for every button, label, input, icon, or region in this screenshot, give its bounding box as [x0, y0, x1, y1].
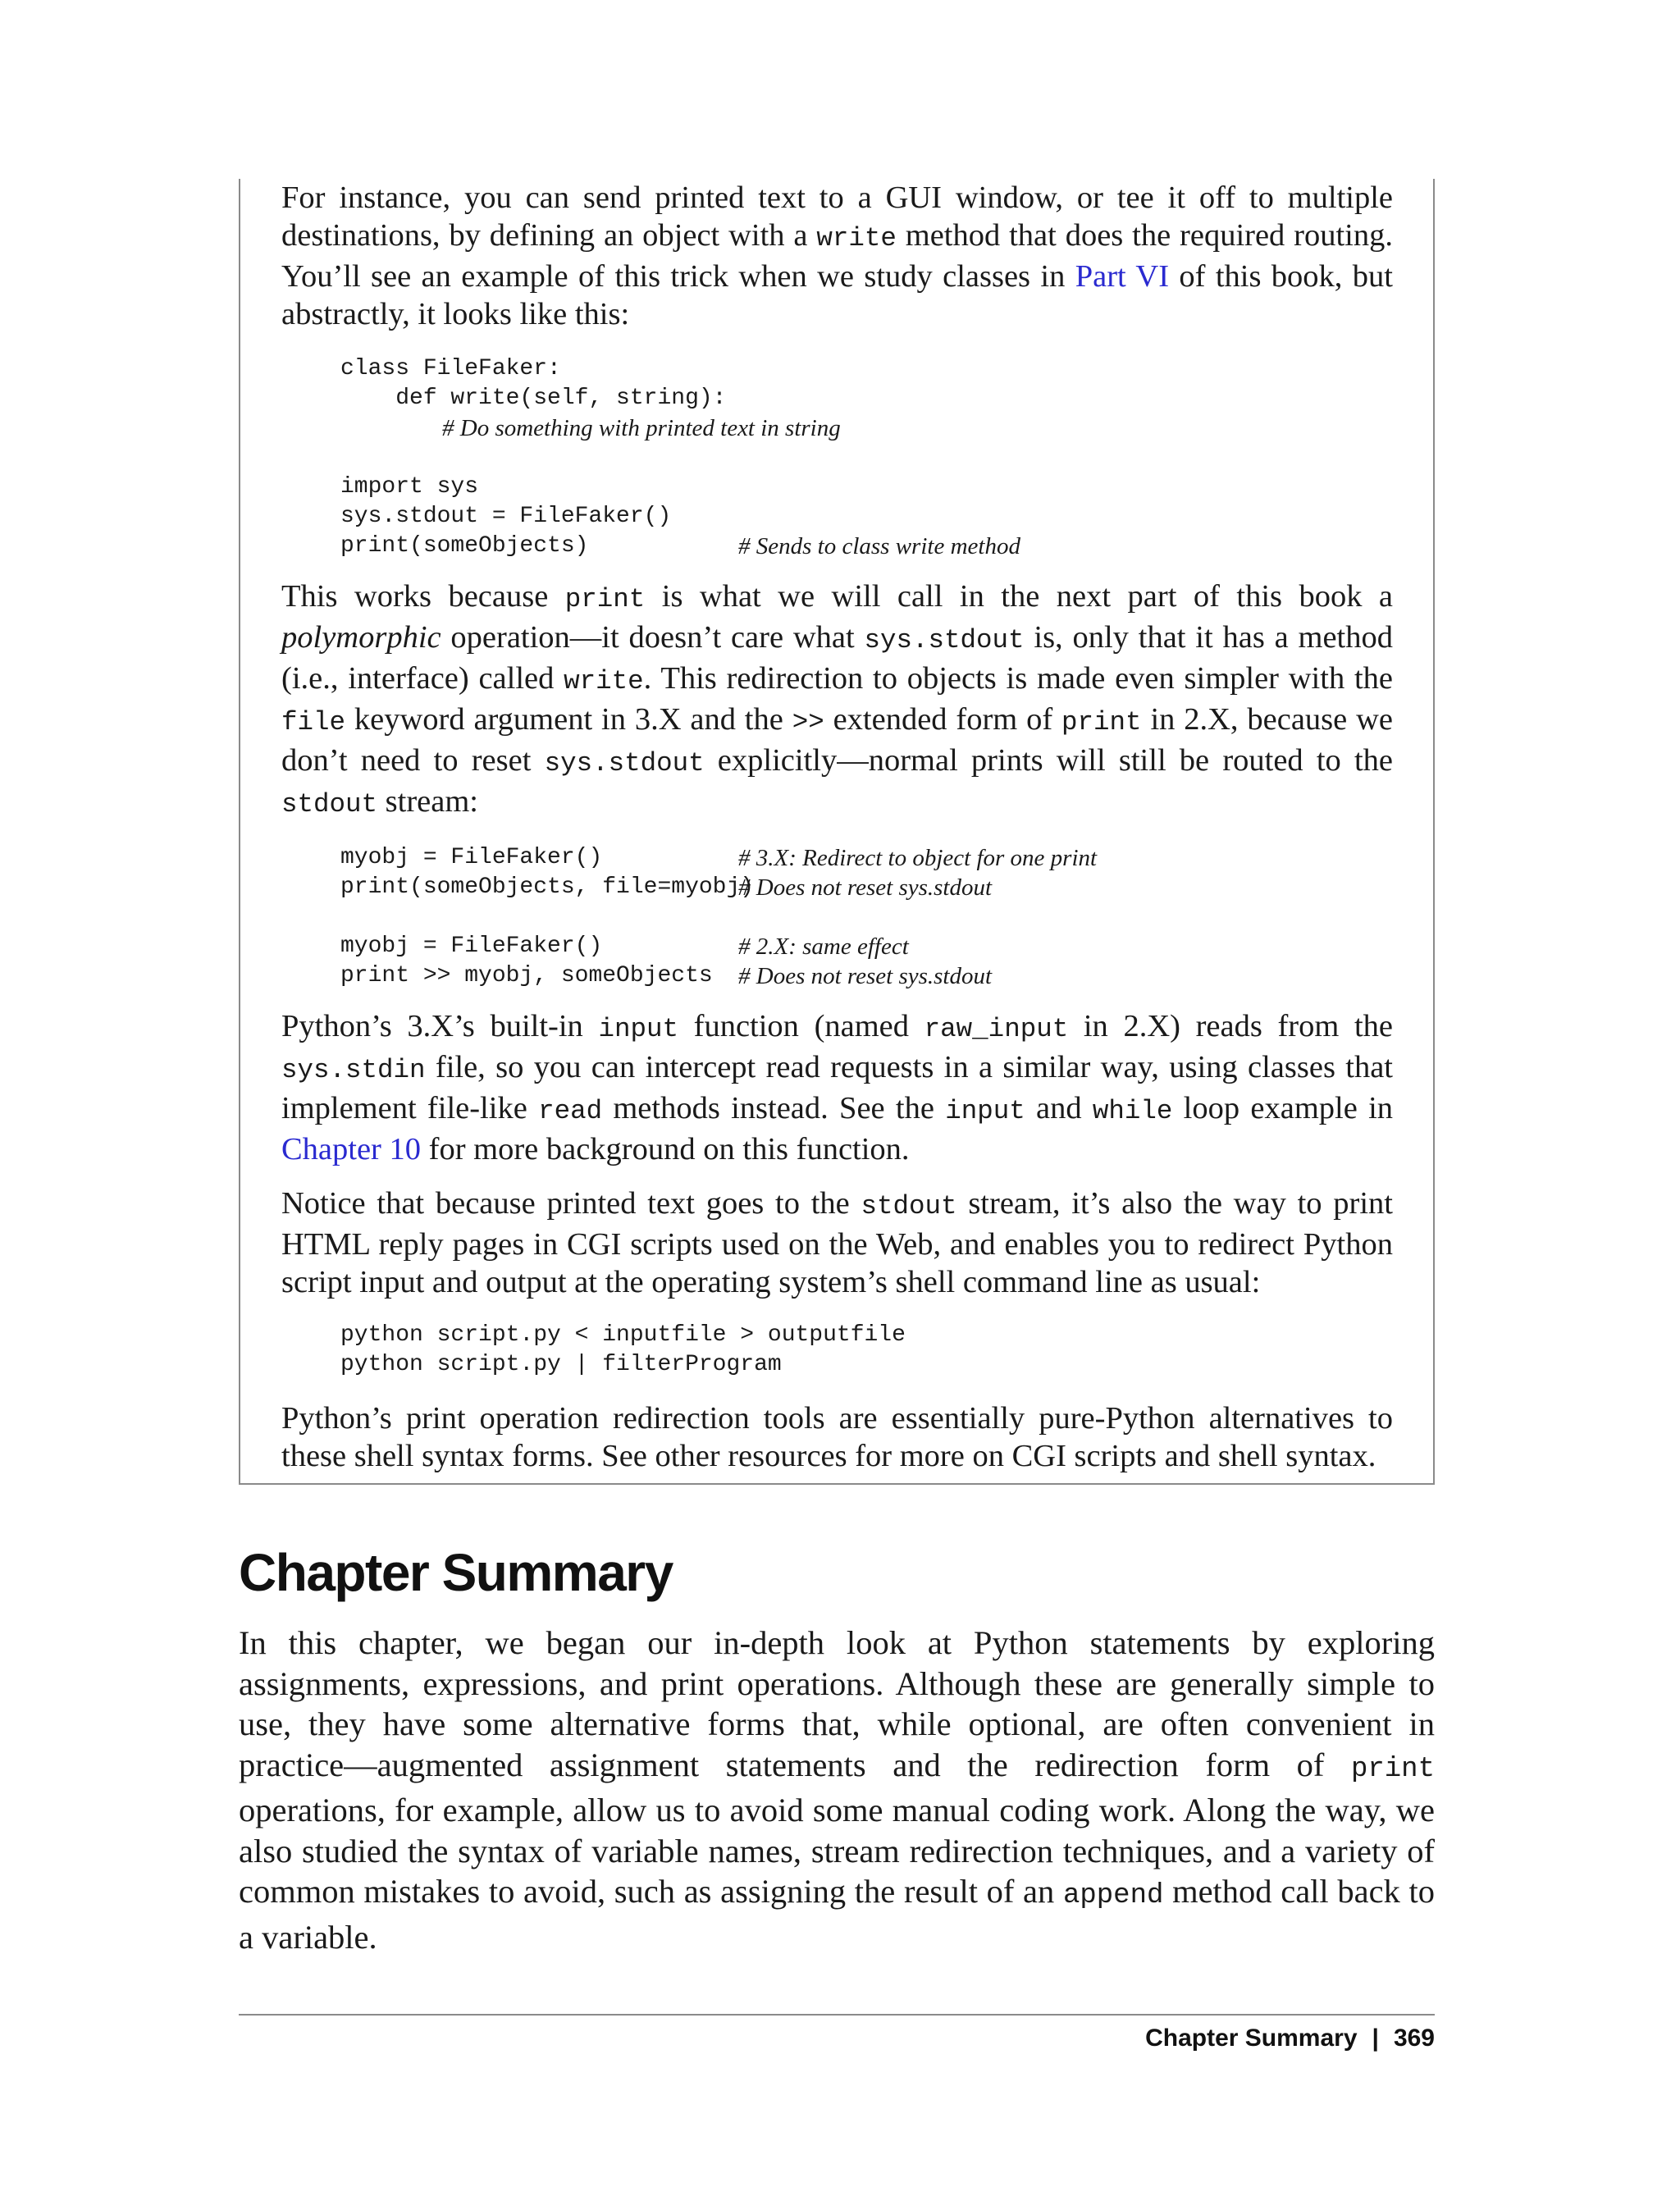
- inline-code: print: [1061, 707, 1142, 737]
- text: function (named: [678, 1009, 924, 1043]
- inline-code: while: [1092, 1096, 1173, 1126]
- code-line: print(someObjects): [340, 533, 589, 559]
- code-comment: # Do something with printed text in string: [442, 415, 841, 441]
- code-comment: # Does not reset sys.stdout: [738, 874, 993, 901]
- text: operations, for example, allow us to avoid some manual coding work. Along the way, we also studied the syntax of variable names, stream redirection techniques, and a variety of common mistakes to avoid, such as assigning the result of an: [239, 1792, 1435, 1910]
- code-line: myobj = FileFaker(): [340, 845, 603, 870]
- code-line: myobj = FileFaker(): [340, 934, 603, 959]
- inline-code: stdout: [281, 789, 378, 819]
- inline-code: sys.stdout: [864, 625, 1025, 655]
- code-line: python script.py < inputfile > outputfile: [340, 1322, 906, 1348]
- text: . This redirection to objects is made even simpler with the: [643, 661, 1393, 696]
- code-block-filefaker: [340, 354, 1393, 561]
- code-block-shell: [340, 1321, 1393, 1380]
- text: For instance, you can send printed text to a GUI window, or tee it off to multiple destinations, by defining an object with a: [281, 180, 1393, 253]
- text: stream:: [377, 784, 478, 819]
- sidebar-paragraph-1: [281, 179, 1393, 333]
- text: methods instead. See the: [602, 1091, 946, 1125]
- code-comment: # Sends to class write method: [738, 533, 1020, 559]
- code-comment: # 3.X: Redirect to object for one print: [738, 845, 1098, 871]
- code-line: print >> myobj, someObjects: [340, 963, 713, 988]
- sidebar-content: [281, 179, 1393, 1475]
- inline-code: print: [564, 584, 646, 614]
- inline-code: read: [538, 1096, 603, 1126]
- footer-divider: [239, 2014, 1435, 2016]
- code-line: def write(self, string):: [340, 386, 727, 411]
- inline-code: write: [816, 223, 897, 253]
- text: Python’s 3.X’s built-in: [281, 1009, 599, 1043]
- text: keyword argument in 3.X and the: [345, 702, 792, 737]
- text: In this chapter, we began our in-depth look at Python statements by exploring assignments, expressions, and print operations. Although these are generally simple to use, they have some alternative forms that, while optional, are often convenient in practice—augmented assignment statements and the redirection form of: [239, 1624, 1435, 1783]
- sidebar-paragraph-5: Python’s print operation redirection tools are essentially pure-Python alternatives to these shell syntax forms. See other resources for more on CGI scripts and shell syntax.: [281, 1401, 1393, 1473]
- code-line: print(someObjects, file=myobj): [340, 874, 755, 900]
- text: in 2.X) reads from the: [1068, 1009, 1393, 1043]
- section-heading: Chapter Summary: [239, 1543, 673, 1602]
- text: explicitly—normal prints will still be routed to the: [704, 743, 1394, 778]
- text: Notice that because printed text goes to the: [281, 1186, 861, 1221]
- sidebar-paragraph-3: [281, 1007, 1393, 1168]
- text: This works because: [281, 579, 565, 614]
- text: stream, it’s also the way to print HTML reply pages in CGI scripts used on the Web, and enables you to redirect Python script input and output at the operating system’s shell command line as usual:: [281, 1186, 1393, 1299]
- code-comment: # 2.X: same effect: [738, 934, 909, 960]
- inline-code: >>: [792, 707, 824, 737]
- sidebar-box: [239, 179, 1435, 1485]
- text: method that does the required routing. You’ll see an example of this trick when we study classes in: [281, 218, 1394, 294]
- emphasis: polymorphic: [281, 620, 441, 655]
- footer-separator: |: [1372, 2025, 1379, 2052]
- inline-code: input: [945, 1096, 1025, 1126]
- chapter-summary-paragraph: [239, 1623, 1435, 1957]
- inline-code: write: [564, 666, 644, 696]
- text: method call back to a variable.: [239, 1873, 1436, 1956]
- footer-section-title: Chapter Summary: [1145, 2025, 1358, 2052]
- page-footer: [1145, 2025, 1435, 2052]
- code-line: class FileFaker:: [340, 356, 561, 381]
- code-block-file-redirect: [340, 843, 1393, 991]
- text: for more background on this function.: [421, 1132, 910, 1166]
- text: is what we will call in the next part of this book a: [645, 579, 1394, 614]
- text: of this book, but abstractly, it looks like this:: [281, 259, 1393, 331]
- code-line: sys.stdout = FileFaker(): [340, 504, 672, 529]
- page-number: 369: [1393, 2025, 1435, 2052]
- code-line: python script.py | filterProgram: [340, 1352, 782, 1377]
- text: is, only that it has a method (i.e., interface) called: [281, 620, 1393, 696]
- inline-code: sys.stdout: [544, 748, 705, 778]
- text: loop example in: [1172, 1091, 1394, 1125]
- text: operation—it doesn’t care what: [441, 620, 865, 655]
- inline-code: print: [1350, 1753, 1435, 1785]
- inline-code: sys.stdin: [281, 1055, 426, 1085]
- inline-code: raw_input: [924, 1014, 1069, 1044]
- text: file, so you can intercept read requests in a similar way, using classes that implement file-like: [281, 1050, 1393, 1125]
- text: in 2.X, because we don’t need to reset: [281, 702, 1394, 778]
- code-comment: # Does not reset sys.stdout: [738, 963, 993, 989]
- sidebar-paragraph-4: [281, 1185, 1393, 1301]
- inline-code: append: [1062, 1880, 1164, 1911]
- text: extended form of: [824, 702, 1062, 737]
- inline-code: input: [598, 1014, 678, 1044]
- sidebar-paragraph-2: [281, 578, 1393, 824]
- text: and: [1025, 1091, 1093, 1125]
- chapter-10-link[interactable]: Chapter 10: [281, 1132, 421, 1166]
- part-vi-link[interactable]: Part VI: [1075, 259, 1170, 294]
- inline-code: file: [281, 707, 346, 737]
- inline-code: stdout: [861, 1191, 957, 1221]
- code-line: import sys: [340, 474, 479, 500]
